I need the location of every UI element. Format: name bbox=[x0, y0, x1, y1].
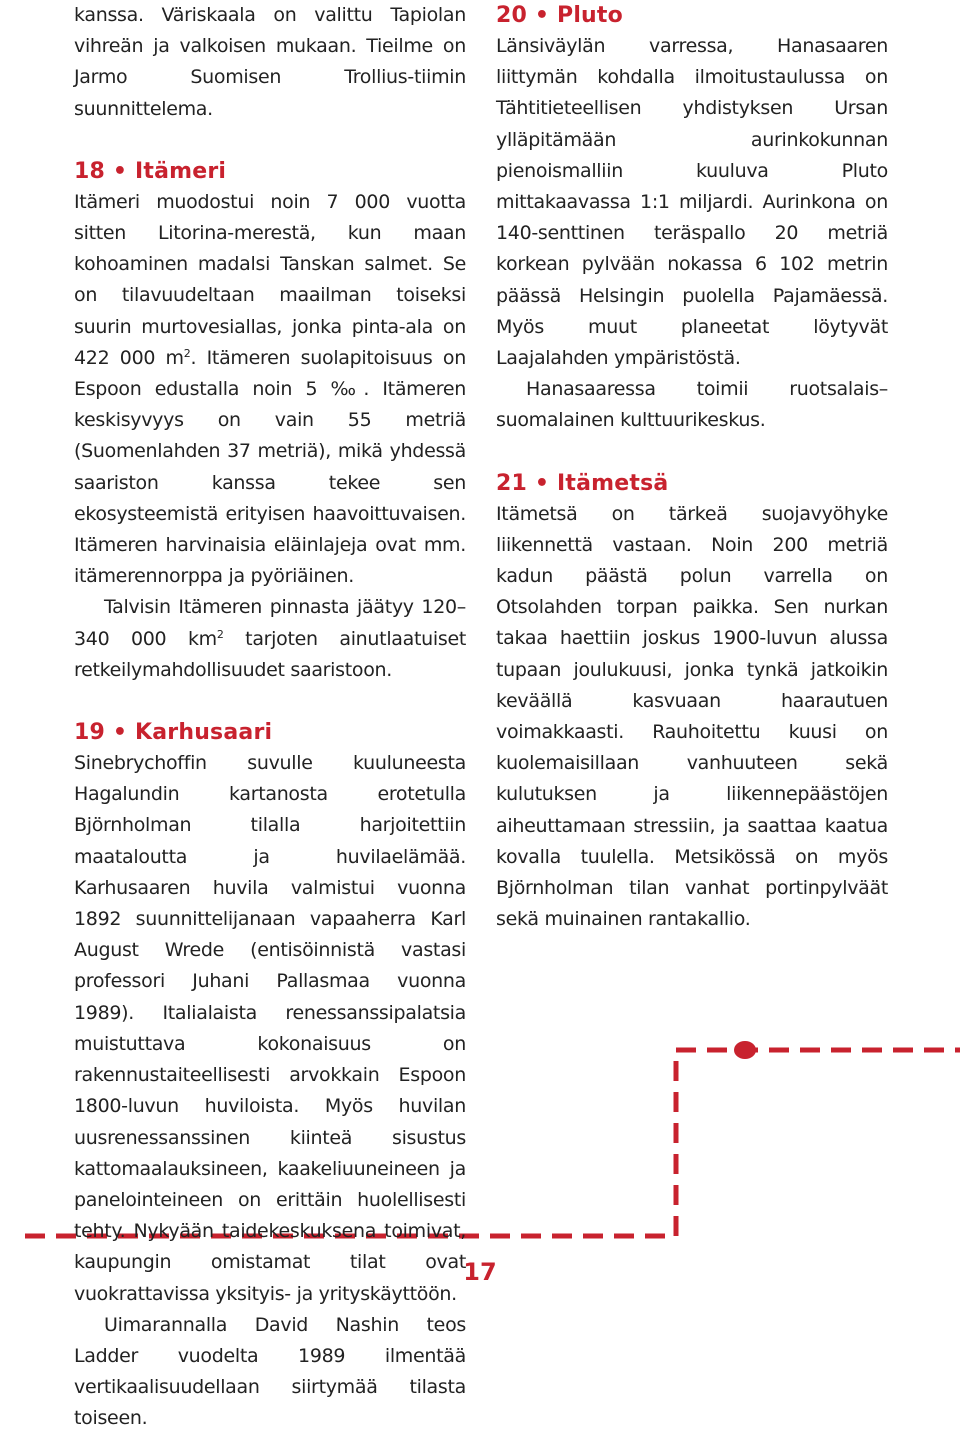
section-19-paragraph-1: Sinebrychoffin suvulle kuuluneesta Hagalundin kartanosta erotetulla Björnholman tilalla harjoitettiin maataloutta ja huvilaelämää. Karhusaaren huvila valmistui vuonna 1892 suunnittelijanaan vapaaherra Karl August Wrede (entisöinnistä vastasi professori Juhani Pallasmaa vuonna 1989). Italialaista renessanssipalatsia muistuttava kokonaisuus on rakennustaiteellisesti arvokkain Espoon 1800-luvun huviloista. Myös huvilan uusrenessanssinen kiinteä sisustus kattomaalauksineen, kaakeliuuneineen ja panelointeineen on erittäin huolellisesti tehty. Nykyään taidekeskuksena toimivat, kaupungin omistamat tilat ovat vuokrattavissa yksityis- ja yrityskäyttöön. bbox=[74, 752, 466, 1305]
section-18-title: 18 • Itämeri bbox=[74, 158, 227, 184]
section-20-title: 20 • Pluto bbox=[496, 3, 623, 28]
section-21-title: 21 • Itämetsä bbox=[496, 470, 669, 496]
section-18-paragraph-1: Itämeri muodostui noin 7 000 vuotta sitten Litorina-merestä, kun maan kohoaminen madalsi Tanskan salmet. Se on tilavuudeltaan maailman toiseksi suurin murtovesiallas, jonka pinta-ala on 422 000 $m^2$. Itämeren suolapitoisuus on Espoon edustalla noin 5 ‰. Itämeren keskisyvyys on vain 55 metriä (Suomenlahden 37 metriä), mikä yhdessä saariston kanssa tekee sen ekosysteemistä erityisen haavoittuvaisen. Itämeren harvinaisia eläinlajeja ovat mm. itämerennorppa ja pyöriäinen. bbox=[74, 190, 466, 588]
section-20-paragraph-2: Hanasaaressa toimii ruotsalais–suomalainen kulttuurikeskus. bbox=[496, 378, 888, 432]
section-19-title: 19 • Karhusaari bbox=[74, 720, 273, 746]
section-19-paragraph-2: Uimarannalla David Nashin teos Ladder vuodelta 1989 ilmentää vertikaalisuudellaan siirtymää tilasta toiseen. bbox=[74, 1313, 466, 1430]
page-number: 17 bbox=[463, 1258, 497, 1286]
section-18-paragraph-2: Talvisin Itämeren pinnasta jäätyy 120–340 000 $km^2$ tarjoten ainutlaatuiset retkeilymahdollisuudet saaristoon. bbox=[74, 596, 466, 681]
section-21-paragraph-1: Itämetsä on tärkeä suojavyöhyke liikennettä vastaan. Noin 200 metriä kadun päästä polun varrella on Otsolahden torpan paikka. Sen nurkan takaa haettiin joskus 1900-luvun alussa tupaan joulukuusi, jonka tynkä jatkoikin keväällä kasvuaan haarautuen voimakkaasti. Rauhoitettu kuusi on kuolemaisillaan vanhuuteen sekä kulutuksen ja liikennepäästöjen aiheuttamaan stressiin, ja saattaa kaatua kovalla tuulella. Metsikössä on myös Björnholman tilan vanhat portinpylväät sekä muinainen rantakallio. bbox=[496, 502, 888, 931]
right-column bbox=[496, 0, 888, 935]
left-column bbox=[74, 0, 466, 1435]
section-20-paragraph-1: Länsiväylän varressa, Hanasaaren liittymän kohdalla ilmoitustaulussa on Tähtitieteellisen yhdistyksen Ursan ylläpitämään aurinkokunnan pienoismalliin kuuluva Pluto mittakaavassa 1:1 miljardi. Aurinkona on 140-senttinen teräspallo 20 metriä korkean pylvään nokassa 6 102 metrin päässä Helsingin puolella Pajamäessä. Myös muut planeetat löytyvät Laajalahden ympäristöstä. bbox=[496, 35, 888, 370]
intro-paragraph: kanssa. Väriskaala on valittu Tapiolan vihreän ja valkoisen mukaan. Tieilme on Jarmo Suomisen Trollius-tiimin suunnittelema. bbox=[74, 4, 466, 120]
route-marker-dot bbox=[734, 1041, 756, 1059]
